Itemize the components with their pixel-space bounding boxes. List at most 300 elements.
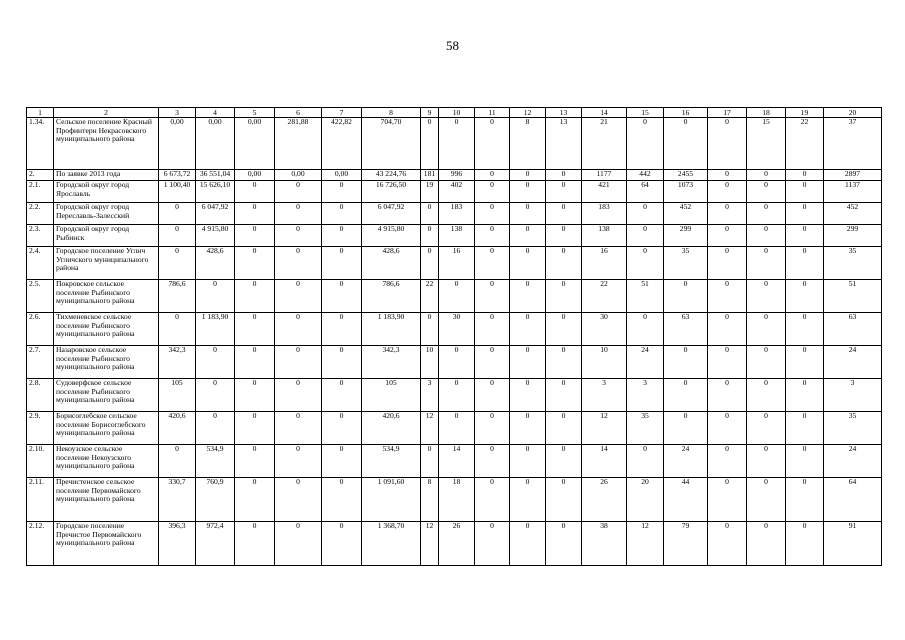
- column-header: 5: [235, 108, 275, 118]
- table-cell: 0: [159, 445, 196, 478]
- table-cell: 63: [664, 313, 708, 346]
- data-table: [26, 107, 882, 566]
- column-header: 4: [196, 108, 235, 118]
- table-cell: 0: [546, 203, 582, 225]
- table-cell: 428,6: [196, 247, 235, 280]
- table-cell: 0: [546, 225, 582, 247]
- table-cell: 6 047,92: [196, 203, 235, 225]
- row-code: 2.5.: [27, 280, 54, 313]
- table-cell: 972,4: [196, 522, 235, 566]
- table-cell: 0: [546, 445, 582, 478]
- table-cell: 0: [159, 203, 196, 225]
- table-cell: 12: [421, 522, 439, 566]
- table-cell: 64: [824, 478, 882, 522]
- table-cell: 26: [439, 522, 475, 566]
- table-cell: 0: [235, 412, 275, 445]
- table-cell: 0: [439, 346, 475, 379]
- column-header: 11: [475, 108, 510, 118]
- table-cell: 402: [439, 181, 475, 203]
- table-cell: 0: [664, 118, 708, 170]
- table-cell: 0: [546, 522, 582, 566]
- table-cell: 0: [708, 412, 747, 445]
- table-cell: 0,00: [235, 118, 275, 170]
- table-cell: 3: [824, 379, 882, 412]
- table-cell: 6 047,92: [362, 203, 421, 225]
- table-cell: 0: [510, 181, 546, 203]
- row-code: 2.3.: [27, 225, 54, 247]
- table-cell: 0: [786, 346, 824, 379]
- column-header: 7: [322, 108, 362, 118]
- table-cell: 0: [322, 412, 362, 445]
- table-cell: 91: [824, 522, 882, 566]
- table-cell: 0: [159, 247, 196, 280]
- row-name: Городской округ город Переславль-Залесский: [54, 203, 159, 225]
- table-cell: 0: [786, 247, 824, 280]
- table-cell: 10: [582, 346, 627, 379]
- table-cell: 181: [421, 170, 439, 181]
- table-cell: 0: [786, 412, 824, 445]
- table-cell: 10: [421, 346, 439, 379]
- row-code: 2.6.: [27, 313, 54, 346]
- table-cell: 0: [322, 280, 362, 313]
- table-cell: 35: [664, 247, 708, 280]
- table-cell: 24: [664, 445, 708, 478]
- table-row: [27, 280, 882, 313]
- table-cell: 0: [322, 181, 362, 203]
- table-cell: 1 091,60: [362, 478, 421, 522]
- row-code: 2.4.: [27, 247, 54, 280]
- row-name: Некоузское сельское поселение Некоузского муниципального района: [54, 445, 159, 478]
- row-name: Судоверфское сельское поселение Рыбинского муниципального района: [54, 379, 159, 412]
- row-name: Назаровское сельское поселение Рыбинского муниципального района: [54, 346, 159, 379]
- table-cell: 0: [708, 181, 747, 203]
- table-cell: 15: [747, 118, 786, 170]
- table-cell: 420,6: [159, 412, 196, 445]
- table-row: [27, 170, 882, 181]
- table-cell: 0: [421, 247, 439, 280]
- table-cell: 4 915,80: [362, 225, 421, 247]
- table-cell: 18: [439, 478, 475, 522]
- table-cell: 0: [747, 445, 786, 478]
- table-cell: 0: [708, 280, 747, 313]
- table-row: [27, 478, 882, 522]
- row-code: 2.11.: [27, 478, 54, 522]
- table-cell: 183: [582, 203, 627, 225]
- table-cell: 0: [275, 522, 322, 566]
- table-cell: 0: [196, 379, 235, 412]
- table-cell: 22: [582, 280, 627, 313]
- table-cell: 534,9: [362, 445, 421, 478]
- table-cell: 0: [475, 522, 510, 566]
- table-cell: 14: [439, 445, 475, 478]
- table-cell: 0: [275, 203, 322, 225]
- table-cell: 534,9: [196, 445, 235, 478]
- row-code: 2.10.: [27, 445, 54, 478]
- table-row: [27, 203, 882, 225]
- table-cell: 3: [421, 379, 439, 412]
- table-cell: 0: [786, 445, 824, 478]
- table-cell: 0: [475, 280, 510, 313]
- table-cell: 0: [196, 346, 235, 379]
- table-cell: 183: [439, 203, 475, 225]
- row-name: По заявке 2013 года: [54, 170, 159, 181]
- table-cell: 0: [664, 346, 708, 379]
- table-cell: 0: [196, 412, 235, 445]
- table-cell: 16: [582, 247, 627, 280]
- table-row: [27, 412, 882, 445]
- table-cell: 37: [824, 118, 882, 170]
- table-cell: 0: [708, 313, 747, 346]
- table-cell: 12: [582, 412, 627, 445]
- table-cell: 0: [510, 379, 546, 412]
- table-cell: 0: [546, 379, 582, 412]
- table-cell: 0: [708, 522, 747, 566]
- table-cell: 0: [546, 478, 582, 522]
- table-cell: 0: [747, 346, 786, 379]
- table-cell: 0,00: [159, 118, 196, 170]
- table-cell: 35: [627, 412, 664, 445]
- table-cell: 51: [627, 280, 664, 313]
- table-cell: 0: [275, 247, 322, 280]
- table-row: [27, 313, 882, 346]
- table-cell: 0: [747, 247, 786, 280]
- table-cell: 786,6: [362, 280, 421, 313]
- row-code: 2.: [27, 170, 54, 181]
- table-cell: 0: [475, 379, 510, 412]
- table-cell: 0: [439, 118, 475, 170]
- table-cell: 6 673,72: [159, 170, 196, 181]
- table-cell: 342,3: [362, 346, 421, 379]
- table-cell: 0: [786, 181, 824, 203]
- table-cell: 0: [708, 478, 747, 522]
- column-header: 14: [582, 108, 627, 118]
- page-number: 58: [446, 38, 459, 53]
- table-cell: 421: [582, 181, 627, 203]
- table-cell: 30: [582, 313, 627, 346]
- table-row: [27, 225, 882, 247]
- table-cell: 0,00: [235, 170, 275, 181]
- table-cell: 0: [322, 379, 362, 412]
- table-cell: 0,00: [322, 170, 362, 181]
- table-cell: 12: [627, 522, 664, 566]
- table-cell: 0: [786, 379, 824, 412]
- table-cell: 64: [627, 181, 664, 203]
- row-name: Городское поселение Пречистое Первомайского муниципального района: [54, 522, 159, 566]
- table-cell: 0: [235, 313, 275, 346]
- table-cell: 0: [421, 118, 439, 170]
- table-cell: 0: [475, 247, 510, 280]
- table-cell: 0: [747, 522, 786, 566]
- table-cell: 0: [322, 247, 362, 280]
- table-cell: 0: [475, 478, 510, 522]
- table-cell: 0: [322, 203, 362, 225]
- table-cell: 0: [475, 225, 510, 247]
- row-name: Сельское поселение Красный Профинтерн Некрасовского муниципального района: [54, 118, 159, 170]
- table-cell: 0: [475, 412, 510, 445]
- table-cell: 0: [510, 522, 546, 566]
- table-row: [27, 379, 882, 412]
- table-cell: 299: [824, 225, 882, 247]
- table-cell: 422,82: [322, 118, 362, 170]
- table-cell: 0: [475, 181, 510, 203]
- table-cell: 0: [747, 478, 786, 522]
- table-cell: 0: [510, 280, 546, 313]
- table-cell: 0: [322, 478, 362, 522]
- table-cell: 24: [627, 346, 664, 379]
- table-cell: 43 224,76: [362, 170, 421, 181]
- table-cell: 1137: [824, 181, 882, 203]
- table-row: [27, 445, 882, 478]
- table-cell: 2455: [664, 170, 708, 181]
- column-header: 10: [439, 108, 475, 118]
- table-cell: 8: [510, 118, 546, 170]
- column-header: 17: [708, 108, 747, 118]
- table-cell: 0: [627, 203, 664, 225]
- row-code: 2.2.: [27, 203, 54, 225]
- table-cell: 0: [627, 118, 664, 170]
- table-cell: 13: [546, 118, 582, 170]
- table-cell: 0: [546, 280, 582, 313]
- column-header: 13: [546, 108, 582, 118]
- row-name: Городской округ город Ярославль: [54, 181, 159, 203]
- table-cell: 21: [582, 118, 627, 170]
- column-header: 1: [27, 108, 54, 118]
- table-cell: 0: [510, 412, 546, 445]
- table-cell: 0: [546, 247, 582, 280]
- table-cell: 0: [747, 203, 786, 225]
- row-code: 2.1.: [27, 181, 54, 203]
- table-cell: 0: [475, 170, 510, 181]
- table-cell: 0,00: [275, 170, 322, 181]
- table-cell: 22: [786, 118, 824, 170]
- row-name: Борисоглебское сельское поселение Борисоглебского муниципального района: [54, 412, 159, 445]
- table-row: [27, 118, 882, 170]
- table-cell: 0: [275, 478, 322, 522]
- table-cell: 0: [786, 170, 824, 181]
- table-cell: 0: [627, 445, 664, 478]
- table-cell: 0: [235, 478, 275, 522]
- row-name: Пречистенское сельское поселение Первомайского муниципального района: [54, 478, 159, 522]
- table-cell: 0: [510, 445, 546, 478]
- table-row: [27, 247, 882, 280]
- table-cell: 996: [439, 170, 475, 181]
- table-cell: 0: [664, 379, 708, 412]
- table-cell: 138: [582, 225, 627, 247]
- table-cell: 0: [708, 247, 747, 280]
- table-cell: 0: [159, 225, 196, 247]
- table-cell: 105: [159, 379, 196, 412]
- table-cell: 4 915,80: [196, 225, 235, 247]
- table-cell: 0: [439, 379, 475, 412]
- table-cell: 0: [196, 280, 235, 313]
- table-cell: 35: [824, 412, 882, 445]
- row-name: Городское поселение Углич Угличского муниципального района: [54, 247, 159, 280]
- table-cell: 452: [664, 203, 708, 225]
- table-cell: 0: [786, 313, 824, 346]
- table-cell: 0: [235, 280, 275, 313]
- table-cell: 24: [824, 346, 882, 379]
- table-cell: 330,7: [159, 478, 196, 522]
- table-cell: 0: [235, 225, 275, 247]
- column-header: 2: [54, 108, 159, 118]
- table-cell: 35: [824, 247, 882, 280]
- table-cell: 3: [582, 379, 627, 412]
- table-cell: 24: [824, 445, 882, 478]
- table-cell: 0: [159, 313, 196, 346]
- table-cell: 63: [824, 313, 882, 346]
- table-cell: 0: [510, 247, 546, 280]
- table-cell: 0: [510, 225, 546, 247]
- table-cell: 0: [708, 225, 747, 247]
- table-cell: 0: [786, 225, 824, 247]
- table-cell: 0: [747, 379, 786, 412]
- table-cell: 1177: [582, 170, 627, 181]
- table-cell: 0: [708, 445, 747, 478]
- table-cell: 0: [275, 280, 322, 313]
- table-cell: 2897: [824, 170, 882, 181]
- table-cell: 0: [708, 203, 747, 225]
- table-cell: 1 368,70: [362, 522, 421, 566]
- table-cell: 0: [546, 346, 582, 379]
- table-row: [27, 346, 882, 379]
- table-cell: 0: [627, 313, 664, 346]
- row-code: 2.9.: [27, 412, 54, 445]
- table-cell: 0: [747, 412, 786, 445]
- table-row: [27, 522, 882, 566]
- table-cell: 1073: [664, 181, 708, 203]
- table-cell: 0: [510, 313, 546, 346]
- table-cell: 0: [275, 346, 322, 379]
- table-cell: 0: [747, 313, 786, 346]
- table-row: [27, 181, 882, 203]
- table-cell: 0: [747, 225, 786, 247]
- table-cell: 8: [421, 478, 439, 522]
- table-cell: 0: [510, 170, 546, 181]
- table-cell: 22: [421, 280, 439, 313]
- table-cell: 79: [664, 522, 708, 566]
- table-cell: 0: [275, 313, 322, 346]
- table-cell: 0: [421, 203, 439, 225]
- row-name: Городской округ город Рыбинск: [54, 225, 159, 247]
- table-cell: 0: [747, 181, 786, 203]
- table-cell: 0: [664, 280, 708, 313]
- table-cell: 15 626,10: [196, 181, 235, 203]
- table-cell: 0: [322, 225, 362, 247]
- table-cell: 0: [546, 181, 582, 203]
- table-cell: 704,70: [362, 118, 421, 170]
- table-cell: 0: [275, 181, 322, 203]
- table-cell: 38: [582, 522, 627, 566]
- table-cell: 0: [786, 522, 824, 566]
- column-header: 6: [275, 108, 322, 118]
- table-cell: 105: [362, 379, 421, 412]
- table-cell: 0: [546, 313, 582, 346]
- table-cell: 0: [475, 313, 510, 346]
- table-cell: 0: [747, 170, 786, 181]
- table-cell: 299: [664, 225, 708, 247]
- table-cell: 1 100,40: [159, 181, 196, 203]
- column-header: 9: [421, 108, 439, 118]
- table-cell: 0: [421, 313, 439, 346]
- table-cell: 0: [546, 170, 582, 181]
- row-name: Тихменевское сельское поселение Рыбинского муниципального района: [54, 313, 159, 346]
- table-cell: 0: [510, 346, 546, 379]
- table-cell: 0: [786, 203, 824, 225]
- table-cell: 452: [824, 203, 882, 225]
- table-cell: 44: [664, 478, 708, 522]
- table-cell: 281,88: [275, 118, 322, 170]
- row-name: Покровское сельское поселение Рыбинского муниципального района: [54, 280, 159, 313]
- table-cell: 0: [475, 445, 510, 478]
- table-cell: 0: [439, 412, 475, 445]
- table-cell: 0: [421, 225, 439, 247]
- table-cell: 760,9: [196, 478, 235, 522]
- table-cell: 0: [664, 412, 708, 445]
- table-cell: 0: [235, 346, 275, 379]
- table-cell: 442: [627, 170, 664, 181]
- column-header: 3: [159, 108, 196, 118]
- column-header: 16: [664, 108, 708, 118]
- table-cell: 0: [322, 522, 362, 566]
- table-cell: 0: [475, 346, 510, 379]
- table-cell: 428,6: [362, 247, 421, 280]
- table-cell: 12: [421, 412, 439, 445]
- table-cell: 0: [627, 247, 664, 280]
- table-cell: 0: [322, 445, 362, 478]
- table-cell: 51: [824, 280, 882, 313]
- table-cell: 30: [439, 313, 475, 346]
- row-code: 1.34.: [27, 118, 54, 170]
- table-cell: 0: [235, 203, 275, 225]
- table-cell: 0: [322, 346, 362, 379]
- table-cell: 0: [235, 522, 275, 566]
- table-cell: 0: [546, 412, 582, 445]
- table-cell: 0: [627, 225, 664, 247]
- table-cell: 0: [235, 379, 275, 412]
- table-cell: 0: [708, 346, 747, 379]
- table-cell: 36 551,04: [196, 170, 235, 181]
- table-cell: 0: [510, 478, 546, 522]
- table-cell: 0: [475, 118, 510, 170]
- table-cell: 1 183,90: [362, 313, 421, 346]
- table-cell: 0: [786, 478, 824, 522]
- column-header: 19: [786, 108, 824, 118]
- table-cell: 0: [708, 379, 747, 412]
- table-cell: 0: [475, 203, 510, 225]
- table-cell: 3: [627, 379, 664, 412]
- table-cell: 0: [708, 170, 747, 181]
- column-header: 20: [824, 108, 882, 118]
- table-cell: 138: [439, 225, 475, 247]
- table-cell: 0: [439, 280, 475, 313]
- table-cell: 0: [275, 412, 322, 445]
- table-cell: 786,6: [159, 280, 196, 313]
- column-header: 12: [510, 108, 546, 118]
- table-cell: 0: [275, 225, 322, 247]
- table-cell: 19: [421, 181, 439, 203]
- table-cell: 0: [747, 280, 786, 313]
- table-cell: 0: [235, 181, 275, 203]
- table-cell: 396,3: [159, 522, 196, 566]
- row-code: 2.8.: [27, 379, 54, 412]
- table-cell: 1 183,90: [196, 313, 235, 346]
- table-cell: 0: [708, 118, 747, 170]
- table-cell: 26: [582, 478, 627, 522]
- row-code: 2.7.: [27, 346, 54, 379]
- table-cell: 0: [235, 445, 275, 478]
- table-cell: 0: [510, 203, 546, 225]
- table-cell: 420,6: [362, 412, 421, 445]
